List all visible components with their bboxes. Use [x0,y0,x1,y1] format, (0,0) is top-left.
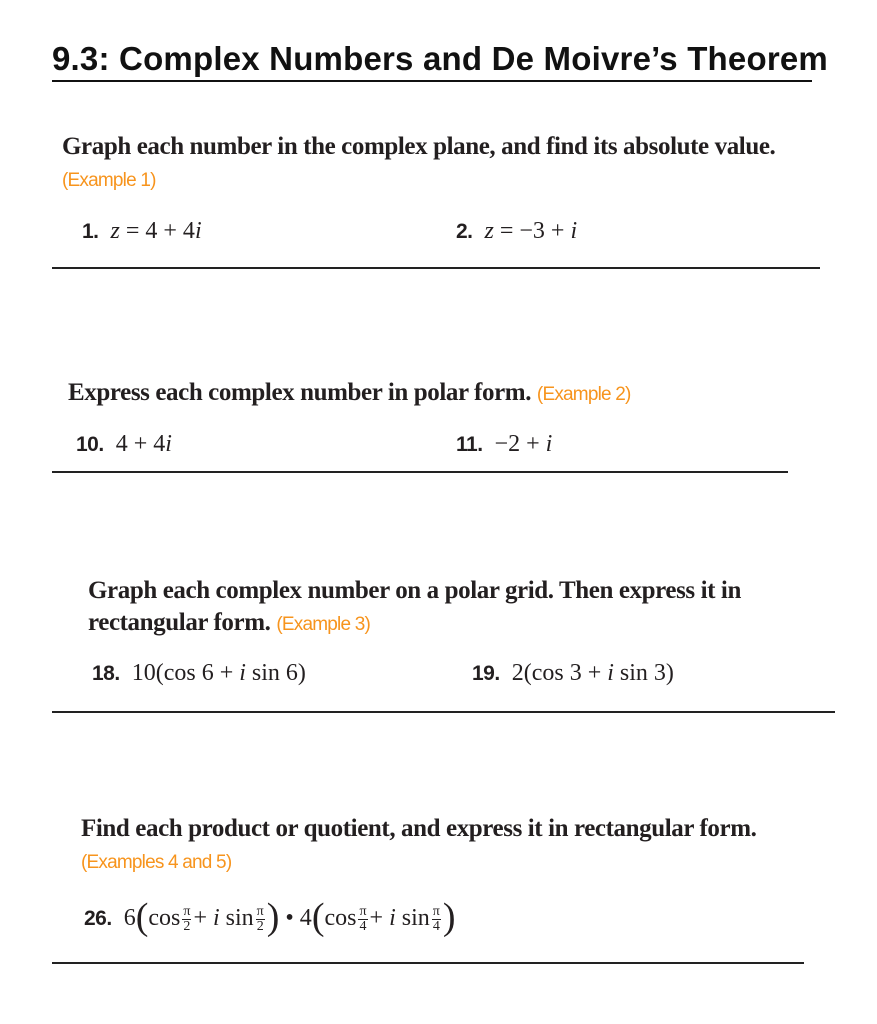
section-absolute-value [62,131,822,197]
problem-19 [472,660,674,687]
problem-26 [84,895,456,939]
title-underline [52,80,812,82]
section-divider [52,471,788,473]
problem-number: 11. [456,433,483,456]
example-reference: (Example 2) [536,384,631,405]
example-reference: (Examples 4 and 5) [81,852,232,873]
problem-18 [92,660,306,687]
problem-expression: 6(cos $\frac{\pi}{2}$ + i sin $\frac{\pi}{2}$ ) • 4(cos $\frac{\pi}{4}$ + i sin $\frac{\pi}{4}$ ) [123,896,456,938]
section-rectangular-form [88,575,848,641]
instruction-label: Graph each number in the complex plane, and find its absolute value. [62,133,776,160]
instruction-text [88,575,848,641]
problem-1 [82,218,202,245]
instruction-text [68,377,828,411]
problem-number: 26. [84,907,112,930]
section-divider [52,962,804,964]
problem-11 [456,431,552,458]
problem-number: 2. [456,220,473,243]
problem-expression: 2(cos 3 + i sin 3) [511,660,674,686]
example-reference: (Example 3) [276,614,370,635]
problem-number: 1. [82,220,99,243]
problem-expression: z = 4 + 4i [110,218,202,244]
section-polar-form [68,377,828,411]
instruction-label: Graph each complex number on a polar grid. Then express it in rectangular form. [88,577,741,636]
instruction-text [81,813,801,879]
problem-number: 19. [472,662,500,685]
problem-expression: z = −3 + i [484,218,578,244]
problem-expression: −2 + i [494,431,553,457]
problem-expression: 4 + 4i [115,431,172,457]
problem-2 [456,218,577,245]
instruction-label: Find each product or quotient, and express it in rectangular form. [81,815,757,842]
problem-expression: 10(cos 6 + i sin 6) [131,660,306,686]
section-divider [52,267,820,269]
problem-number: 18. [92,662,120,685]
section-product-quotient [81,813,821,879]
section-divider [52,711,835,713]
page-title: 9.3: Complex Numbers and De Moivre’s Theorem [52,40,828,77]
problem-10 [76,431,172,458]
instruction-label: Express each complex number in polar form. [68,379,532,406]
instruction-text [62,131,812,197]
example-reference: (Example 1) [62,170,156,191]
problem-number: 10. [76,433,104,456]
